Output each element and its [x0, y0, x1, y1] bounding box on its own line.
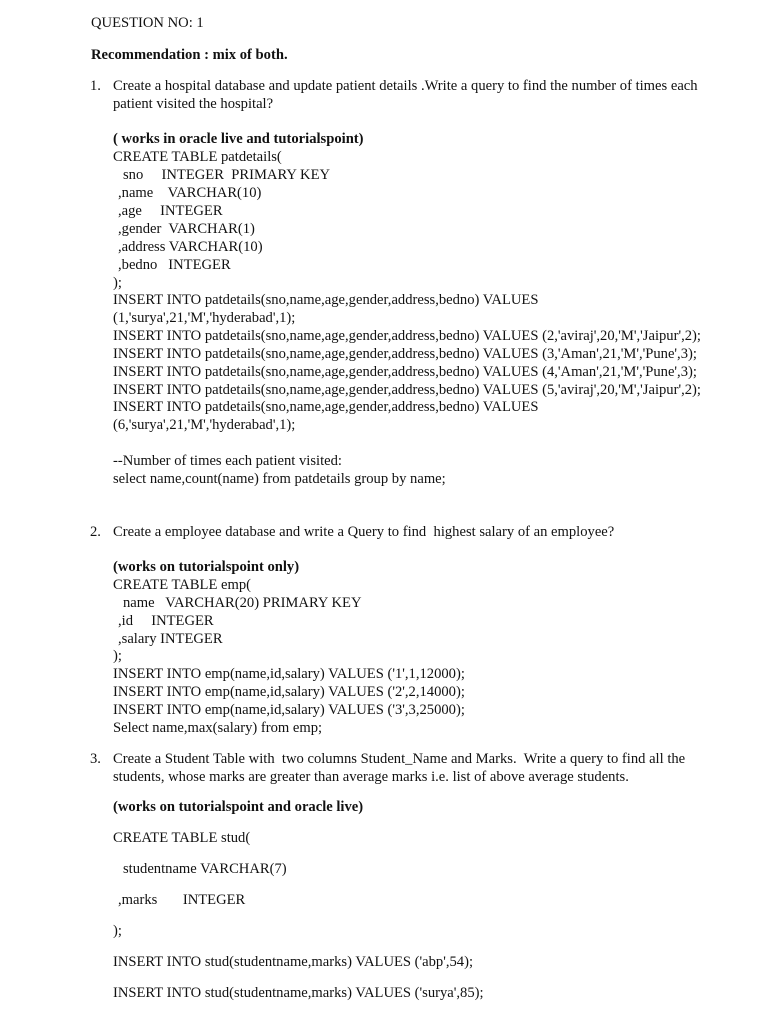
q2-note: (works on tutorialspoint only) — [113, 559, 300, 575]
q2-code-7: INSERT INTO emp(name,id,salary) VALUES ('3',3,25000); — [113, 702, 465, 718]
q3-code-4: INSERT INTO stud(studentname,marks) VALUES ('abp',54); — [113, 954, 474, 970]
q1-code-13: INSERT INTO patdetails(sno,name,age,gender,address,bedno) VALUES (5,'aviraj',20,'M','Jaipur',2); — [113, 382, 701, 398]
q1-code-6: ,bedno INTEGER — [118, 257, 231, 273]
q2-number: 2. — [90, 524, 101, 540]
q1-code-15: (6,'surya',21,'M','hyderabad',1); — [113, 417, 296, 433]
q2-code-6: INSERT INTO emp(name,id,salary) VALUES ('2',2,14000); — [113, 684, 465, 700]
q3-code-1: studentname VARCHAR(7) — [123, 861, 287, 877]
q2-code-1: name VARCHAR(20) PRIMARY KEY — [123, 595, 362, 611]
q3-code-3: ); — [113, 923, 122, 939]
q2-code-2: ,id INTEGER — [118, 613, 214, 629]
q1-number: 1. — [90, 78, 101, 94]
q2-code-5: INSERT INTO emp(name,id,salary) VALUES ('1',1,12000); — [113, 666, 465, 682]
q1-code-8: INSERT INTO patdetails(sno,name,age,gender,address,bedno) VALUES — [113, 292, 539, 308]
q1-code-0: CREATE TABLE patdetails( — [113, 149, 282, 165]
q1-code-7: ); — [113, 275, 122, 291]
q3-note: (works on tutorialspoint and oracle live) — [113, 799, 364, 815]
q2-code-4: ); — [113, 648, 122, 664]
q2-code-0: CREATE TABLE emp( — [113, 577, 251, 593]
q1-code-12: INSERT INTO patdetails(sno,name,age,gender,address,bedno) VALUES (4,'Aman',21,'M','Pune',3); — [113, 364, 697, 380]
q1-code-9: (1,'surya',21,'M','hyderabad',1); — [113, 310, 296, 326]
q1-code-2: ,name VARCHAR(10) — [118, 185, 262, 201]
q3-text-line-2: students, whose marks are greater than average marks i.e. list of above average students. — [113, 769, 629, 785]
recommendation: Recommendation : mix of both. — [91, 47, 288, 63]
q3-text-line-1: Create a Student Table with two columns Student_Name and Marks. Write a query to find all the — [113, 751, 686, 767]
q1-code-5: ,address VARCHAR(10) — [118, 239, 263, 255]
q3-code-0: CREATE TABLE stud( — [113, 830, 251, 846]
q2-code-3: ,salary INTEGER — [118, 631, 223, 647]
question-heading: QUESTION NO: 1 — [91, 15, 204, 31]
q3-code-5: INSERT INTO stud(studentname,marks) VALUES ('surya',85); — [113, 985, 484, 1001]
q1-text-line-2: patient visited the hospital? — [113, 96, 274, 112]
q1-code-3: ,age INTEGER — [118, 203, 223, 219]
q1-code-11: INSERT INTO patdetails(sno,name,age,gender,address,bedno) VALUES (3,'Aman',21,'M','Pune',3); — [113, 346, 697, 362]
q1-code-4: ,gender VARCHAR(1) — [118, 221, 255, 237]
q2-code-8: Select name,max(salary) from emp; — [113, 720, 323, 736]
q3-code-2: ,marks INTEGER — [118, 892, 246, 908]
q1-note: ( works in oracle live and tutorialspoint) — [113, 131, 364, 147]
q1-code-14: INSERT INTO patdetails(sno,name,age,gender,address,bedno) VALUES — [113, 399, 539, 415]
q2-text: Create a employee database and write a Query to find highest salary of an employee? — [113, 524, 615, 540]
q1-code-1: sno INTEGER PRIMARY KEY — [123, 167, 331, 183]
q1-code-10: INSERT INTO patdetails(sno,name,age,gender,address,bedno) VALUES (2,'aviraj',20,'M','Jaipur',2); — [113, 328, 701, 344]
q3-number: 3. — [90, 751, 101, 767]
q1-text-line-1: Create a hospital database and update patient details .Write a query to find the number of times each — [113, 78, 698, 94]
q1-comment: --Number of times each patient visited: — [113, 453, 342, 469]
q1-query: select name,count(name) from patdetails group by name; — [113, 471, 446, 487]
